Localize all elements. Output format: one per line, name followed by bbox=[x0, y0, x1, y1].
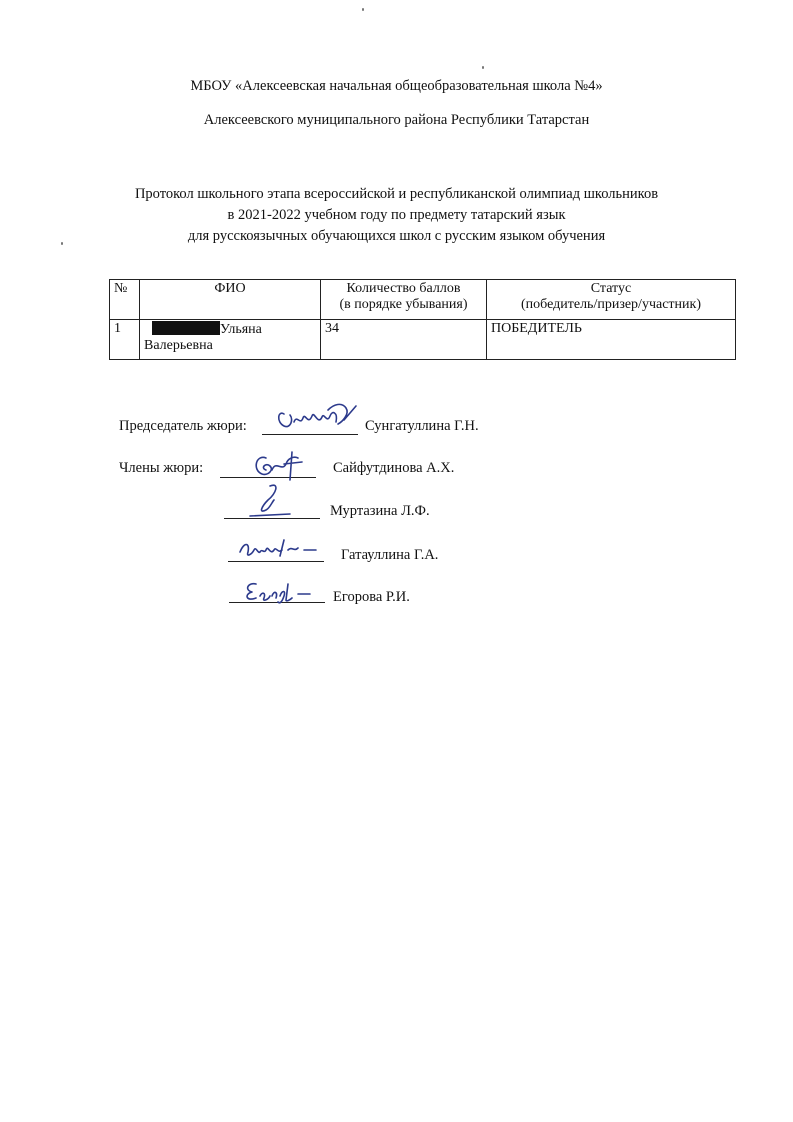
member-4-name: Егорова Р.И. bbox=[333, 589, 410, 605]
cell-num: 1 bbox=[110, 320, 140, 360]
header-fio: ФИО bbox=[140, 280, 321, 320]
cell-fio-first-name: Ульяна bbox=[220, 322, 262, 337]
member-3-name: Гатауллина Г.А. bbox=[341, 547, 439, 563]
members-label: Члены жюри: bbox=[119, 460, 204, 476]
cell-fio bbox=[140, 320, 321, 360]
cell-fio-patronymic: Валерьевна bbox=[144, 338, 213, 353]
chair-label: Председатель жюри: bbox=[119, 418, 247, 434]
header-num: № bbox=[110, 280, 140, 320]
member-2-name: Муртазина Л.Ф. bbox=[330, 503, 430, 519]
cell-status: ПОБЕДИТЕЛЬ bbox=[487, 320, 736, 360]
member-3-signature bbox=[236, 532, 326, 562]
redaction-bar bbox=[152, 321, 220, 335]
header-status-line-1: Статус bbox=[590, 281, 632, 296]
member-4-signature bbox=[240, 576, 320, 606]
chair-signature bbox=[272, 400, 362, 438]
chair-name: Сунгатуллина Г.Н. bbox=[365, 418, 479, 434]
header-score bbox=[321, 280, 487, 320]
scan-speck bbox=[362, 8, 364, 11]
cell-score: 34 bbox=[321, 320, 487, 360]
scan-speck bbox=[482, 66, 484, 69]
results-table bbox=[109, 279, 736, 360]
table-row bbox=[110, 320, 736, 360]
member-2-signature bbox=[240, 480, 300, 522]
header-status bbox=[487, 280, 736, 320]
header-score-line-2: (в порядке убывания) bbox=[339, 297, 468, 312]
protocol-title-line-1: Протокол школьного этапа всероссийской и республиканской олимпиад школьников bbox=[134, 186, 659, 202]
protocol-title-line-3: для русскоязычных обучающихся школ с русским языком обучения bbox=[187, 228, 606, 244]
member-1-name: Сайфутдинова А.Х. bbox=[333, 460, 455, 476]
protocol-title-line-2: в 2021-2022 учебном году по предмету татарский язык bbox=[227, 207, 566, 223]
district-name: Алексеевского муниципального района Республики Татарстан bbox=[203, 112, 590, 128]
table-header-row bbox=[110, 280, 736, 320]
header-status-line-2: (победитель/призер/участник) bbox=[521, 297, 701, 312]
header-score-line-1: Количество баллов bbox=[346, 281, 461, 296]
school-name: МБОУ «Алексеевская начальная общеобразовательная школа №4» bbox=[190, 78, 603, 94]
